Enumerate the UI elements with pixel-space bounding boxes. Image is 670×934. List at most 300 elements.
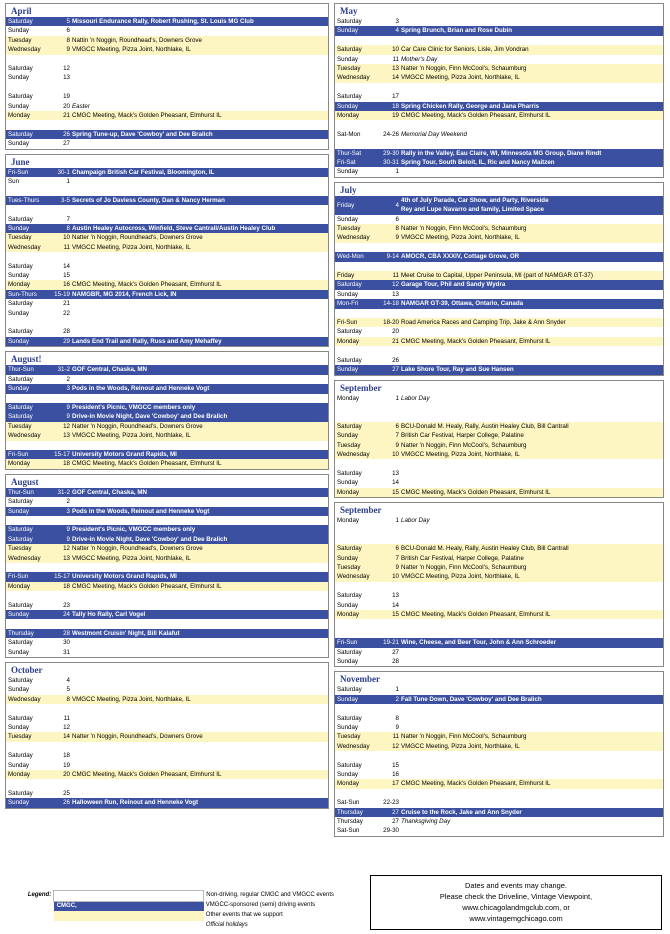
day-number: 30-1 <box>46 168 70 177</box>
event-description: Drive-in Movie Night, Dave 'Cowboy' and Dee Bralich <box>70 535 328 544</box>
table-row <box>335 422 663 431</box>
event-description: VMGCC Meeting, Pizza Joint, Northlake, IL <box>70 45 328 54</box>
day-of-week: Sunday <box>335 431 375 440</box>
event-description <box>70 704 328 713</box>
day-of-week: Sunday <box>6 26 46 35</box>
day-of-week <box>6 591 46 600</box>
day-number: 13 <box>375 591 399 600</box>
month-block <box>5 3 329 150</box>
day-number: 15-17 <box>46 572 70 581</box>
table-row <box>6 535 328 544</box>
day-number <box>375 525 399 534</box>
day-of-week: Saturday <box>335 327 375 336</box>
event-description <box>399 215 663 224</box>
event-description: Natter 'n Noggin, Roundhead's, Downers Grove <box>70 732 328 741</box>
event-description <box>70 789 328 798</box>
day-number <box>46 318 70 327</box>
day-of-week: Saturday <box>6 497 46 506</box>
day-of-week <box>6 55 46 64</box>
legend-spacer-2 <box>6 911 54 921</box>
day-number: 7 <box>46 215 70 224</box>
table-row <box>6 610 328 619</box>
day-number <box>375 83 399 92</box>
event-description: Austin Healey Autocross, Winfield, Steve Cantrall/Austin Healey Club <box>70 224 328 233</box>
table-row <box>6 591 328 600</box>
day-of-week: Sunday <box>335 554 375 563</box>
day-of-week <box>335 459 375 468</box>
event-description <box>399 704 663 713</box>
table-row <box>335 554 663 563</box>
day-of-week: Tuesday <box>335 224 375 233</box>
table-row <box>6 544 328 553</box>
day-number: 21 <box>46 299 70 308</box>
day-number: 18 <box>46 751 70 760</box>
table-row <box>6 704 328 713</box>
event-description <box>70 64 328 73</box>
table-row <box>335 83 663 92</box>
table-row <box>335 685 663 694</box>
event-description: Road America Races and Camping Trip, Jake & Ann Snyder <box>399 318 663 327</box>
day-of-week: Saturday <box>6 714 46 723</box>
notice-line-4: www.vintagemgchicago.com <box>469 914 563 923</box>
day-number: 10 <box>46 233 70 242</box>
day-of-week <box>335 535 375 544</box>
day-of-week: Sun <box>6 177 46 186</box>
day-number: 29-30 <box>375 826 399 835</box>
event-description <box>399 657 663 666</box>
day-number: 13 <box>375 64 399 73</box>
table-row <box>6 431 328 440</box>
day-of-week: Sunday <box>335 695 375 704</box>
event-description: Lands End Trail and Rally, Russ and Amy Mehaffey <box>70 337 328 346</box>
event-description <box>70 685 328 694</box>
table-row <box>6 36 328 45</box>
day-number: 30 <box>46 638 70 647</box>
table-row <box>6 798 328 807</box>
legend-label-white: Non-driving, regular CMGC and VMGCC events <box>206 892 334 898</box>
table-row <box>335 648 663 657</box>
day-of-week: Thursday <box>6 629 46 638</box>
day-number: 12 <box>375 280 399 289</box>
day-of-week <box>335 346 375 355</box>
event-description: Mother's Day <box>401 55 438 63</box>
day-number <box>375 139 399 148</box>
event-description <box>70 73 328 82</box>
table-row <box>335 36 663 45</box>
day-number: 23 <box>46 601 70 610</box>
event-description: NAMGBR, MG 2014, French Lick, IN <box>70 290 328 299</box>
day-number: 6 <box>375 422 399 431</box>
event-description: Memorial Day Weekend <box>401 130 467 138</box>
table-row <box>335 299 663 308</box>
day-of-week: Saturday <box>6 601 46 610</box>
month-title: September <box>340 504 382 515</box>
event-description: CMGC Meeting, Mack's Golden Pheasant, Elmhurst IL <box>399 111 663 120</box>
table-row <box>6 139 328 148</box>
day-number <box>46 120 70 129</box>
event-description <box>399 751 663 760</box>
day-number <box>46 186 70 195</box>
event-description: Champaign British Car Festival, Bloomington, IL <box>70 168 328 177</box>
day-number: 31-2 <box>46 365 70 374</box>
event-description: CMGC Meeting, Mack's Golden Pheasant, Elmhurst IL <box>399 488 663 497</box>
event-description <box>399 346 663 355</box>
event-table <box>335 394 663 497</box>
table-row <box>335 394 663 403</box>
event-description <box>70 299 328 308</box>
event-description <box>399 92 663 101</box>
table-row <box>6 215 328 224</box>
event-description: Lake Shore Tour, Ray and Sue Hansen <box>399 365 663 374</box>
day-of-week: Saturday <box>6 92 46 101</box>
day-number: 18-20 <box>375 318 399 327</box>
event-description <box>399 120 663 129</box>
day-number: 8 <box>46 36 70 45</box>
month-block <box>334 380 664 498</box>
day-of-week: Sunday <box>6 309 46 318</box>
event-description <box>70 26 328 35</box>
table-row <box>6 572 328 581</box>
event-description <box>399 327 663 336</box>
day-of-week: Thur-Sun <box>6 488 46 497</box>
event-description: Wine, Cheese, and Beer Tour, John & Ann Schroeder <box>399 638 663 647</box>
event-description: Natter 'n Noggin, Finn McCool's, Schaumburg <box>399 441 663 450</box>
table-row <box>6 290 328 299</box>
table-row <box>335 64 663 73</box>
day-of-week: Thursday <box>335 808 375 817</box>
table-row <box>6 770 328 779</box>
right-column <box>334 3 664 841</box>
event-description <box>70 516 328 525</box>
event-description: NAMGAR GT-39, Ottawa, Ontario, Canada <box>399 299 663 308</box>
table-row <box>6 111 328 120</box>
day-of-week: Monday <box>337 394 360 402</box>
table-row <box>6 685 328 694</box>
day-of-week: Saturday <box>6 299 46 308</box>
table-row <box>6 384 328 393</box>
table-row <box>6 17 328 26</box>
table-row <box>335 102 663 111</box>
day-of-week: Friday <box>335 196 375 215</box>
event-description: VMGCC Meeting, Pizza Joint, Northlake, IL <box>399 233 663 242</box>
left-column <box>5 3 329 813</box>
day-number: 9 <box>46 412 70 421</box>
day-of-week: Sunday <box>6 271 46 280</box>
event-description <box>399 36 663 45</box>
day-number: 18 <box>46 582 70 591</box>
event-description <box>399 17 663 26</box>
day-of-week <box>6 619 46 628</box>
day-number: 6 <box>375 215 399 224</box>
day-of-week: Saturday <box>335 714 375 723</box>
day-of-week: Sunday <box>6 224 46 233</box>
event-description: Natter 'n Noggin, Finn McCool's, Schaumburg <box>399 563 663 572</box>
day-of-week: Sunday <box>6 610 46 619</box>
table-row <box>335 601 663 610</box>
day-of-week: Saturday <box>6 375 46 384</box>
day-of-week: Sunday <box>335 723 375 732</box>
event-description <box>399 619 663 628</box>
event-description <box>399 459 663 468</box>
day-number: 27 <box>392 817 399 825</box>
event-description: Spring Brunch, Brian and Rose Dubin <box>399 26 663 35</box>
day-number: 12 <box>46 544 70 553</box>
table-row <box>6 488 328 497</box>
day-of-week <box>335 403 375 412</box>
day-of-week: Saturday <box>6 64 46 73</box>
event-description <box>70 205 328 214</box>
day-number <box>46 619 70 628</box>
month-block <box>334 3 664 178</box>
day-number: 28 <box>46 629 70 638</box>
day-of-week: Saturday <box>335 761 375 770</box>
day-number: 27 <box>375 365 399 374</box>
table-row <box>6 271 328 280</box>
table-row <box>335 695 663 704</box>
day-of-week <box>335 83 375 92</box>
event-description: Natter 'n Noggin, Finn McCool's, Schaumburg <box>399 732 663 741</box>
event-description: CMGC Meeting, Mack's Golden Pheasant, Elmhurst IL <box>70 582 328 591</box>
event-description <box>70 779 328 788</box>
day-of-week <box>335 262 375 271</box>
day-number <box>375 459 399 468</box>
day-of-week: Thur-Sat <box>335 149 375 158</box>
day-of-week <box>6 779 46 788</box>
table-row <box>335 516 663 525</box>
day-number: 13 <box>46 554 70 563</box>
day-of-week <box>6 742 46 751</box>
day-of-week <box>6 120 46 129</box>
day-of-week <box>335 412 375 421</box>
day-number: 15-17 <box>46 450 70 459</box>
day-of-week: Wednesday <box>335 233 375 242</box>
table-row <box>6 26 328 35</box>
table-row <box>335 280 663 289</box>
table-row <box>6 64 328 73</box>
day-number <box>375 629 399 638</box>
event-description: AMOCR, CBA XXXIV, Cottage Grove, OR <box>399 252 663 261</box>
day-number: 9 <box>375 563 399 572</box>
day-of-week: Tuesday <box>6 732 46 741</box>
event-description <box>70 215 328 224</box>
event-description: CMGC Meeting, Mack's Golden Pheasant, Elmhurst IL <box>70 111 328 120</box>
table-row <box>6 638 328 647</box>
event-description <box>399 83 663 92</box>
day-number: 3 <box>375 17 399 26</box>
table-row <box>335 478 663 487</box>
table-row <box>335 732 663 741</box>
legend-label-holiday: Official holidays <box>205 921 248 928</box>
day-of-week <box>6 516 46 525</box>
day-number: 12 <box>46 422 70 431</box>
day-of-week <box>335 704 375 713</box>
day-number: 15 <box>375 610 399 619</box>
event-description: Spring Tour, South Beloit, IL, Ric and Nancy Maitzen <box>399 158 663 167</box>
event-description: British Car Festival, Harper College, Palatine <box>399 431 663 440</box>
table-row <box>335 252 663 261</box>
event-table <box>6 365 328 468</box>
day-of-week: Saturday <box>6 638 46 647</box>
day-number: 1 <box>375 685 399 694</box>
day-of-week: Saturday <box>6 525 46 534</box>
event-description: CMGC Meeting, Mack's Golden Pheasant, Elmhurst IL <box>70 280 328 289</box>
day-of-week <box>335 525 375 534</box>
day-of-week: Saturday <box>335 685 375 694</box>
table-row <box>6 601 328 610</box>
day-number: 9-14 <box>375 252 399 261</box>
table-row <box>6 723 328 732</box>
table-row <box>6 83 328 92</box>
table-row <box>6 714 328 723</box>
day-of-week: Saturday <box>335 280 375 289</box>
event-description: Drive-in Movie Night, Dave 'Cowboy' and Dee Bralich <box>70 412 328 421</box>
day-number: 4 <box>375 26 399 35</box>
event-description <box>399 770 663 779</box>
event-description <box>399 826 663 835</box>
day-number: 22 <box>46 309 70 318</box>
day-number: 9 <box>375 723 399 732</box>
table-row <box>335 17 663 26</box>
table-row <box>6 441 328 450</box>
legend-label-yellow: Other events that we support <box>205 912 283 918</box>
day-number: 17 <box>375 779 399 788</box>
table-row <box>335 779 663 788</box>
day-of-week: Saturday <box>335 544 375 553</box>
day-number: 27 <box>375 648 399 657</box>
day-number: 13 <box>46 73 70 82</box>
day-of-week: Monday <box>335 779 375 788</box>
day-number: 1 <box>395 394 399 402</box>
day-number: 14-18 <box>375 299 399 308</box>
day-of-week: Tuesday <box>335 563 375 572</box>
day-of-week: Friday <box>335 271 375 280</box>
day-of-week: Sunday <box>335 601 375 610</box>
day-number: 21 <box>375 337 399 346</box>
day-number: 9 <box>375 233 399 242</box>
day-of-week: Tuesday <box>335 732 375 741</box>
day-of-week: Wednesday <box>6 695 46 704</box>
day-number: 8 <box>375 714 399 723</box>
table-row <box>335 346 663 355</box>
event-description <box>70 139 328 148</box>
table-row <box>335 130 663 139</box>
day-number <box>375 535 399 544</box>
day-of-week: Sunday <box>335 478 375 487</box>
day-of-week: Wednesday <box>6 554 46 563</box>
table-row <box>6 365 328 374</box>
event-description <box>399 167 663 176</box>
day-of-week: Saturday <box>6 535 46 544</box>
month-title: June <box>11 156 30 167</box>
event-description: VMGCC Meeting, Pizza Joint, Northlake, IL <box>399 73 663 82</box>
table-row <box>6 224 328 233</box>
table-row <box>335 610 663 619</box>
day-number: 17 <box>375 92 399 101</box>
day-number: 16 <box>46 280 70 289</box>
event-description <box>70 648 328 657</box>
event-description <box>70 638 328 647</box>
day-of-week: Saturday <box>6 676 46 685</box>
day-of-week: Tuesday <box>6 233 46 242</box>
table-row <box>335 149 663 158</box>
day-number: 14 <box>375 73 399 82</box>
event-description: Fall Tune Down, Dave 'Cowboy' and Dee Bralich <box>399 695 663 704</box>
day-of-week <box>6 205 46 214</box>
day-of-week: Saturday <box>6 751 46 760</box>
day-of-week: Wednesday <box>335 450 375 459</box>
day-number: 2 <box>46 375 70 384</box>
day-number: 5 <box>46 685 70 694</box>
event-description <box>70 742 328 751</box>
event-description <box>399 591 663 600</box>
event-description: Easter <box>72 102 90 110</box>
day-number: 28 <box>46 327 70 336</box>
day-number: 29-30 <box>375 149 399 158</box>
table-row <box>6 403 328 412</box>
table-row <box>335 167 663 176</box>
day-number: 3 <box>46 384 70 393</box>
event-description <box>70 619 328 628</box>
day-of-week: Tuesday <box>6 422 46 431</box>
table-row <box>335 582 663 591</box>
day-of-week: Monday <box>335 111 375 120</box>
table-row <box>335 45 663 54</box>
table-row <box>335 215 663 224</box>
legend-label-blue: VMGCC-sponsored (semi) driving events <box>205 902 316 909</box>
day-number: 7 <box>375 431 399 440</box>
day-of-week <box>6 441 46 450</box>
day-number: 11 <box>375 271 399 280</box>
day-number: 10 <box>375 450 399 459</box>
day-number: 14 <box>46 262 70 271</box>
day-of-week: Wed-Mon <box>335 252 375 261</box>
event-description <box>399 761 663 770</box>
table-row <box>335 629 663 638</box>
day-number <box>46 55 70 64</box>
day-of-week: Sat-Mon <box>337 130 361 138</box>
event-description <box>70 601 328 610</box>
month-title: August! <box>11 354 42 365</box>
event-description: Natter 'n Noggin, Finn McCool's, Schaumburg <box>399 224 663 233</box>
day-of-week: Monday <box>6 770 46 779</box>
day-of-week <box>6 563 46 572</box>
day-of-week <box>335 619 375 628</box>
legend-swatch-yellow <box>54 911 204 921</box>
day-number: 15-19 <box>46 290 70 299</box>
event-description: CMGC Meeting, Mack's Golden Pheasant, Elmhurst IL <box>399 610 663 619</box>
table-row <box>335 139 663 148</box>
table-row <box>6 337 328 346</box>
day-number: 15 <box>46 271 70 280</box>
month-title: October <box>11 664 43 675</box>
event-description: VMGCC Meeting, Pizza Joint, Northlake, IL <box>70 695 328 704</box>
day-number: 24-26 <box>383 130 399 138</box>
day-number: 13 <box>375 290 399 299</box>
day-number: 9 <box>46 535 70 544</box>
day-of-week: Sunday <box>335 167 375 176</box>
event-description <box>399 798 663 807</box>
day-number: 18 <box>46 459 70 468</box>
day-of-week: Sunday <box>335 215 375 224</box>
table-row <box>335 535 663 544</box>
day-of-week: Wednesday <box>6 45 46 54</box>
event-description: GOF Central, Chaska, MN <box>70 488 328 497</box>
table-row <box>6 233 328 242</box>
month-block <box>5 662 329 809</box>
day-number: 1 <box>395 516 399 524</box>
table-row <box>6 563 328 572</box>
notice-box <box>370 875 662 930</box>
